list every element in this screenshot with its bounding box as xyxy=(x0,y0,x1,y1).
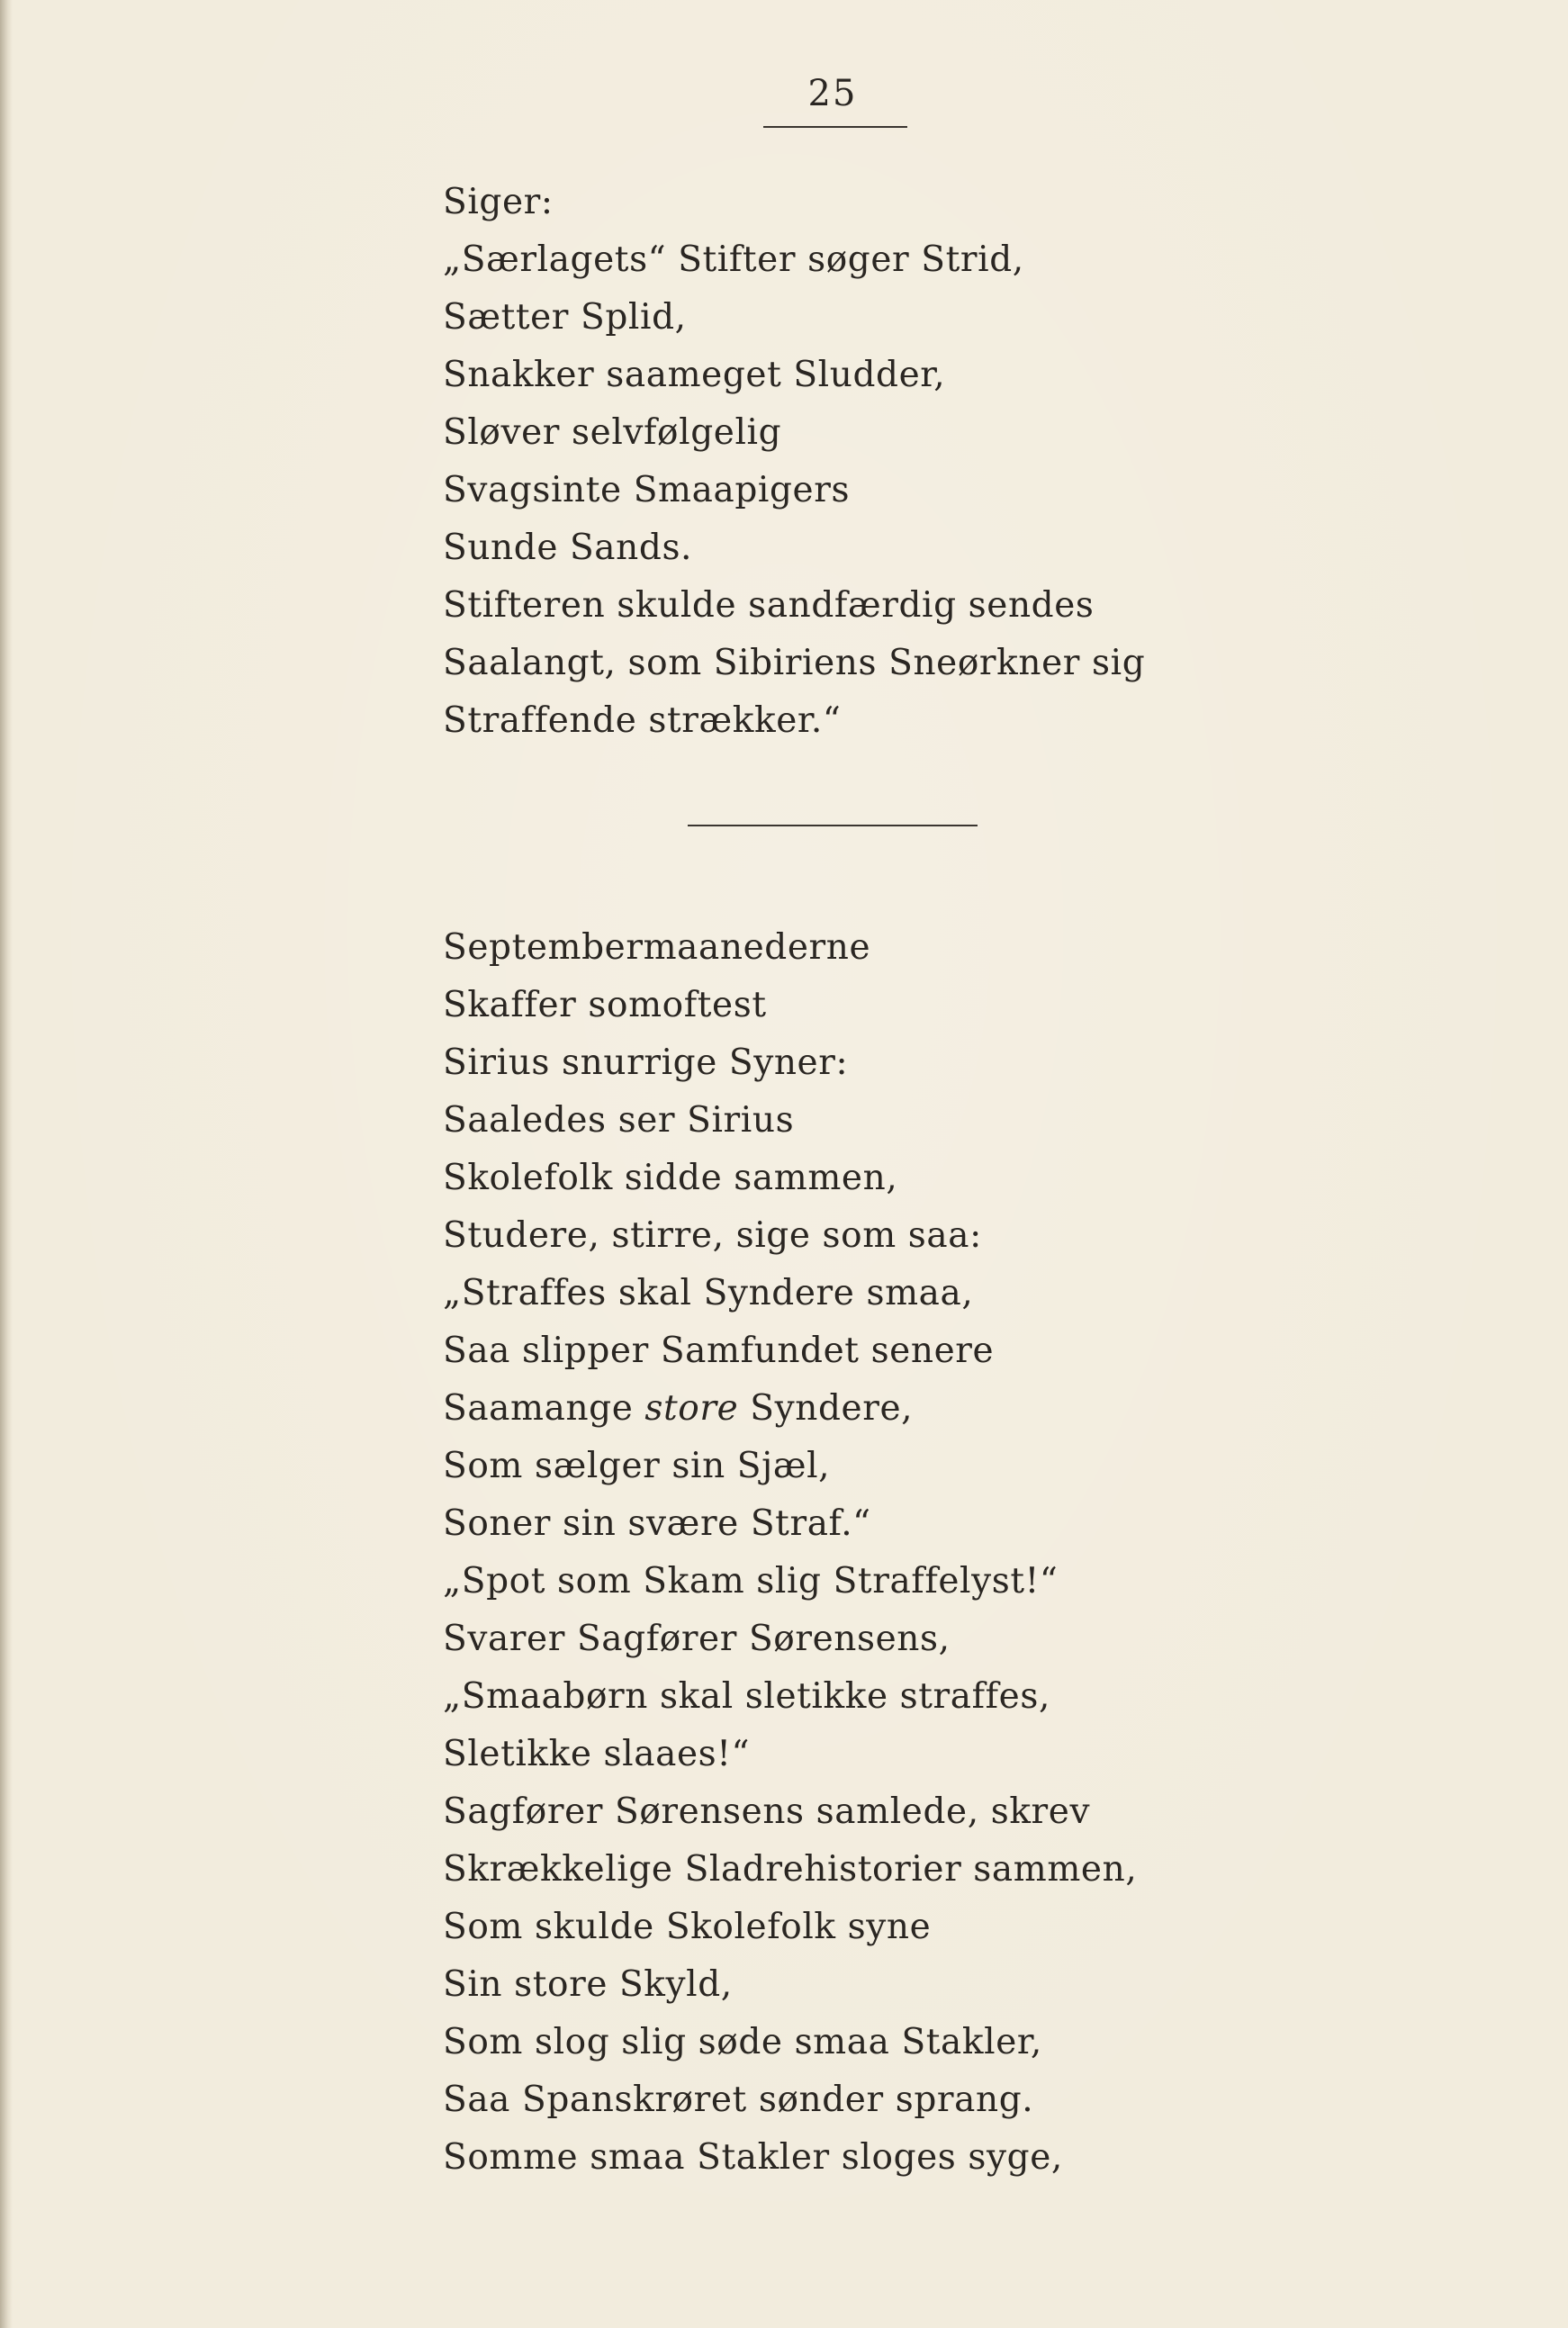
poem-line: Som sælger sin Sjæl, xyxy=(443,1446,831,1486)
poem-line: Som skulde Skolefolk syne xyxy=(443,1907,932,1947)
poem-line: „Smaabørn skal sletikke straffes, xyxy=(443,1676,1050,1717)
poem-line: Snakker saameget Sludder, xyxy=(443,355,946,395)
poem-line: Straffende strækker.“ xyxy=(443,700,842,741)
poem-line: Svagsinte Smaapigers xyxy=(443,470,851,510)
poem-line: Skrækkelige Sladrehistorier sammen, xyxy=(443,1849,1138,1890)
poem-line: Sunde Sands. xyxy=(443,528,693,568)
page-number-rule xyxy=(763,126,907,128)
poem-line: Soner sin svære Straf.“ xyxy=(443,1503,871,1544)
poem-line xyxy=(443,1380,1137,1438)
poem-line: Stifteren skulde sandfærdig sendes xyxy=(443,585,1095,626)
poem-line: Saa slipper Samfundet senere xyxy=(443,1331,995,1371)
poem-line: Skaffer somoftest xyxy=(443,985,767,1025)
poem-line: Siger: xyxy=(443,182,554,222)
poem-line: Sløver selvfølgelig xyxy=(443,412,782,453)
poem-line: Studere, stirre, sige som saa: xyxy=(443,1215,982,1256)
poem-line: Somme smaa Stakler sloges syge, xyxy=(443,2137,1063,2178)
poem-line: Sletikke slaaes!“ xyxy=(443,1734,751,1774)
poem-line: Saaledes ser Sirius xyxy=(443,1100,795,1141)
poem-line: Sagfører Sørensens samlede, skrev xyxy=(443,1791,1091,1832)
poem-line: Saalangt, som Sibiriens Sneørkner sig xyxy=(443,643,1146,683)
poem-line: „Spot som Skam slig Straffelyst!“ xyxy=(443,1561,1059,1602)
poem-line: Sirius snurrige Syner: xyxy=(443,1042,849,1083)
poem-stanza-1 xyxy=(443,174,1145,750)
poem-line-text: Syndere, xyxy=(738,1388,914,1429)
poem-line: Septembermaanederne xyxy=(443,927,871,968)
poem-line: Sin store Skyld, xyxy=(443,1964,733,2005)
poem-line: „Særlagets“ Stifter søger Strid, xyxy=(443,239,1024,280)
poem-line: Sætter Splid, xyxy=(443,297,687,338)
page-binding-edge xyxy=(0,0,13,2328)
poem-line: Som slog slig søde smaa Stakler, xyxy=(443,2022,1042,2062)
poem-stanza-2 xyxy=(443,919,1137,2187)
poem-line: „Straffes skal Syndere smaa, xyxy=(443,1273,974,1313)
emphasized-word: store xyxy=(644,1388,739,1429)
poem-line: Skolefolk sidde sammen, xyxy=(443,1158,898,1198)
section-divider xyxy=(688,825,978,826)
poem-line-text: Saamange xyxy=(443,1388,645,1429)
page-number: 25 xyxy=(807,73,858,114)
poem-line: Saa Spanskrøret sønder sprang. xyxy=(443,2080,1034,2120)
poem-line: Svarer Sagfører Sørensens, xyxy=(443,1619,951,1659)
